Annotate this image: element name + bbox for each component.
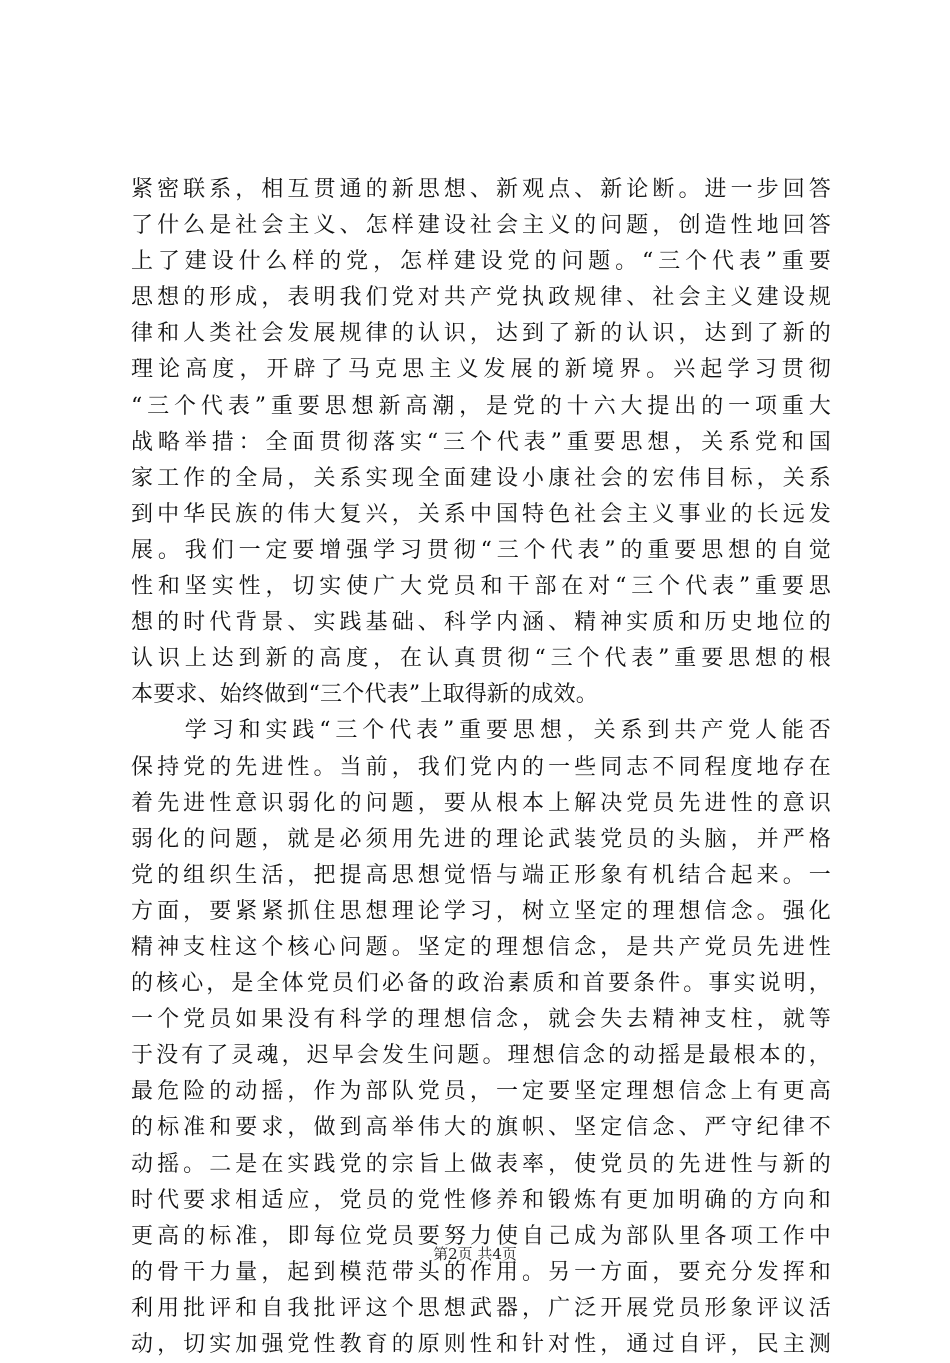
text-line: 动摇。二是在实践党的宗旨上做表率，使党员的先进性与新的 — [131, 1151, 831, 1177]
text-line: 更高的标准，即每位党员要努力使自己成为部队里各项工作中 — [131, 1223, 831, 1249]
text-line: 利用批评和自我批评这个思想武器，广泛开展党员形象评议活 — [131, 1295, 831, 1321]
text-line: 于没有了灵魂，迟早会发生问题。理想信念的动摇是最根本的， — [131, 1043, 831, 1069]
text-line: 党的组织生活，把提高思想觉悟与端正形象有机结合起来。一 — [131, 862, 831, 888]
page-number-label: 第2页 共4页 — [433, 1245, 517, 1263]
text-line: 保持党的先进性。当前，我们党内的一些同志不同程度地存在 — [131, 754, 831, 780]
text-line: 想的时代背景、实践基础、科学内涵、精神实质和历史地位的 — [131, 610, 831, 636]
text-line: 律和人类社会发展规律的认识，达到了新的认识，达到了新的 — [131, 321, 831, 347]
text-line: 家工作的全局，关系实现全面建设小康社会的宏伟目标，关系 — [131, 465, 831, 491]
text-line: 时代要求相适应，党员的党性修养和锻炼有更加明确的方向和 — [131, 1187, 831, 1213]
text-line: 弱化的问题，就是必须用先进的理论武装党员的头脑，并严格 — [131, 826, 831, 852]
text-line: 到中华民族的伟大复兴，关系中国特色社会主义事业的长远发 — [131, 501, 831, 527]
page-footer — [0, 1243, 950, 1264]
text-line: 紧密联系，相互贯通的新思想、新观点、新论断。进一步回答 — [131, 177, 831, 202]
text-line: 最危险的动摇，作为部队党员，一定要坚定理想信念上有更高 — [131, 1079, 831, 1105]
text-line: 战略举措：全面贯彻落实“三个代表”重要思想，关系党和国 — [131, 429, 831, 455]
text-line: 的骨干力量，起到模范带头的作用。另一方面，要充分发挥和 — [131, 1259, 831, 1285]
text-line: 一个党员如果没有科学的理想信念，就会失去精神支柱，就等 — [131, 1007, 831, 1033]
body-text — [131, 172, 831, 1363]
text-line: 展。我们一定要增强学习贯彻“三个代表”的重要思想的自觉 — [131, 537, 831, 563]
text-line: 了什么是社会主义、怎样建设社会主义的问题，创造性地回答 — [131, 213, 831, 239]
text-line: 精神支柱这个核心问题。坚定的理想信念，是共产党员先进性 — [131, 934, 831, 960]
text-line: 的标准和要求，做到高举伟大的旗帜、坚定信念、严守纪律不 — [131, 1115, 831, 1141]
text-line: “三个代表”重要思想新高潮，是党的十六大提出的一项重大 — [131, 393, 831, 419]
text-line: 理论高度，开辟了马克思主义发展的新境界。兴起学习贯彻 — [131, 357, 831, 383]
text-line: 着先进性意识弱化的问题，要从根本上解决党员先进性的意识 — [131, 790, 831, 816]
text-line: 方面，要紧紧抓住思想理论学习，树立坚定的理想信念。强化 — [131, 898, 831, 924]
text-line-paragraph-start: 学习和实践“三个代表”重要思想，关系到共产党人能否 — [131, 718, 831, 744]
text-line: 性和坚实性，切实使广大党员和干部在对“三个代表”重要思 — [131, 574, 831, 600]
text-line: 认识上达到新的高度，在认真贯彻“三个代表”重要思想的根 — [131, 646, 831, 672]
text-line: 思想的形成，表明我们党对共产党执政规律、社会主义建设规 — [131, 285, 831, 311]
text-line: 动，切实加强党性教育的原则性和针对性，通过自评，民主测 — [131, 1332, 831, 1357]
text-line-paragraph-end: 本要求、始终做到“三个代表”上取得新的成效。 — [131, 682, 598, 708]
text-line: 的核心，是全体党员们必备的政治素质和首要条件。事实说明， — [131, 971, 831, 997]
text-line: 上了建设什么样的党，怎样建设党的问题。“三个代表”重要 — [131, 249, 831, 275]
